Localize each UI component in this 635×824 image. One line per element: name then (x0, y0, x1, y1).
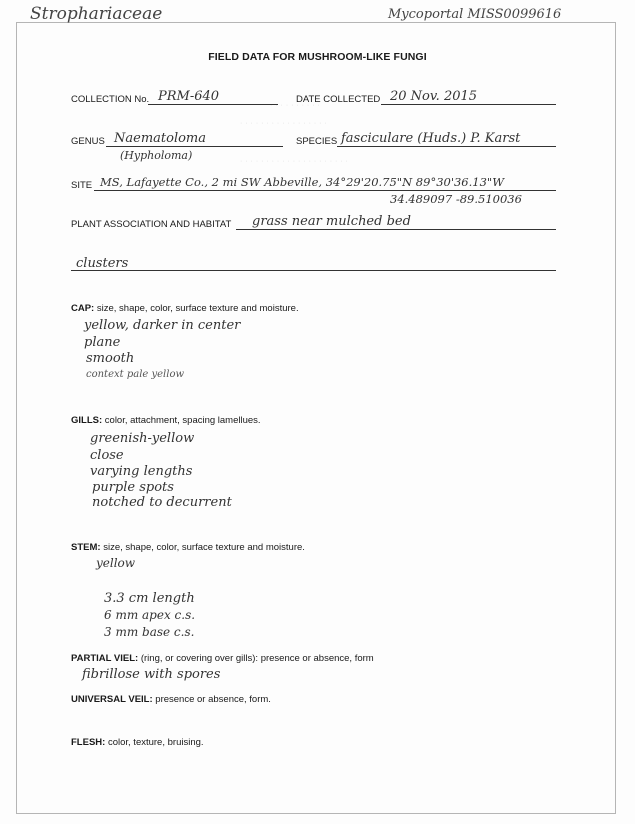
flesh-heading: FLESH: (71, 737, 106, 748)
bleed-through-text: · · · · · · · · · · · · · · · · · · · · · (240, 158, 349, 165)
form-title: FIELD DATA FOR MUSHROOM-LIKE FUNGI (208, 51, 427, 63)
partial-veil-heading: PARTIAL VIEL: (71, 653, 139, 664)
habitat-label: PLANT ASSOCIATION AND HABITAT (71, 219, 232, 230)
species-value: fasciculare (Huds.) P. Karst (341, 131, 521, 146)
gills-section-label (71, 415, 261, 426)
habitat-value-1: grass near mulched bed (252, 214, 411, 229)
accession-annotation: Mycoportal MISS0099616 (388, 7, 562, 22)
gills-value-2: close (90, 448, 124, 463)
gills-value-5: notched to decurrent (92, 495, 232, 510)
bleed-through-text: · · · · · · · · · · · · · · · · · (240, 120, 328, 127)
partial-veil-description: (ring, or covering over gills): presence or absence, form (140, 653, 374, 664)
gills-description: color, attachment, spacing lamellues. (104, 415, 261, 426)
genus-alt-value: (Hypholoma) (120, 149, 193, 162)
cap-value-1: yellow, darker in center (84, 318, 241, 333)
family-annotation: Strophariaceae (30, 4, 163, 24)
stem-value-3: 3 mm base c.s. (104, 625, 195, 639)
date-collected-line (381, 104, 556, 105)
date-collected-label: DATE COLLECTED (296, 94, 381, 105)
flesh-description: color, texture, bruising. (107, 737, 204, 748)
cap-heading: CAP: (71, 303, 95, 314)
universal-veil-description: presence or absence, form. (155, 694, 271, 705)
stem-heading: STEM: (71, 542, 101, 553)
cap-value-3: smooth (86, 351, 135, 366)
stem-section-label (71, 542, 305, 553)
cap-section-label (71, 303, 299, 314)
universal-veil-heading: UNIVERSAL VEIL: (71, 694, 153, 705)
species-label: SPECIES (296, 136, 338, 147)
habitat-line-1 (236, 229, 556, 230)
cap-value-2: plane (84, 335, 121, 350)
stem-description: size, shape, color, surface texture and moisture. (103, 542, 305, 553)
habitat-value-2: clusters (76, 256, 129, 271)
site-decimal-value: 34.489097 -89.510036 (390, 192, 522, 206)
cap-value-4: context pale yellow (86, 369, 185, 380)
site-line (94, 190, 556, 191)
genus-label: GENUS (71, 136, 105, 147)
collection-no-value: PRM-640 (158, 89, 220, 104)
partial-veil-section-label (71, 653, 374, 664)
gills-value-3: varying lengths (90, 464, 193, 479)
universal-veil-section-label (71, 694, 271, 705)
genus-value: Naematoloma (114, 131, 207, 146)
site-value: MS, Lafayette Co., 2 mi SW Abbeville, 34°29'20.75"N 89°30'36.13"W (100, 175, 505, 189)
cap-description: size, shape, color, surface texture and moisture. (96, 303, 299, 314)
stem-value-2: 6 mm apex c.s. (104, 608, 196, 622)
collection-no-line (148, 104, 278, 105)
habitat-line-2 (71, 270, 556, 271)
gills-value-4: purple spots (92, 480, 174, 495)
collection-no-label: COLLECTION No. (71, 94, 150, 105)
stem-color-value: yellow (96, 556, 136, 570)
date-collected-value: 20 Nov. 2015 (390, 89, 478, 104)
site-label: SITE (71, 180, 93, 191)
species-line (337, 146, 556, 147)
stem-value-1: 3.3 cm length (104, 591, 195, 606)
flesh-section-label (71, 737, 204, 748)
gills-heading: GILLS: (71, 415, 103, 426)
partial-veil-value: fibrillose with spores (82, 667, 221, 682)
genus-line (106, 146, 283, 147)
gills-value-1: greenish-yellow (90, 431, 195, 446)
bleed-through-text: · · · · · · · · · · (270, 102, 321, 109)
